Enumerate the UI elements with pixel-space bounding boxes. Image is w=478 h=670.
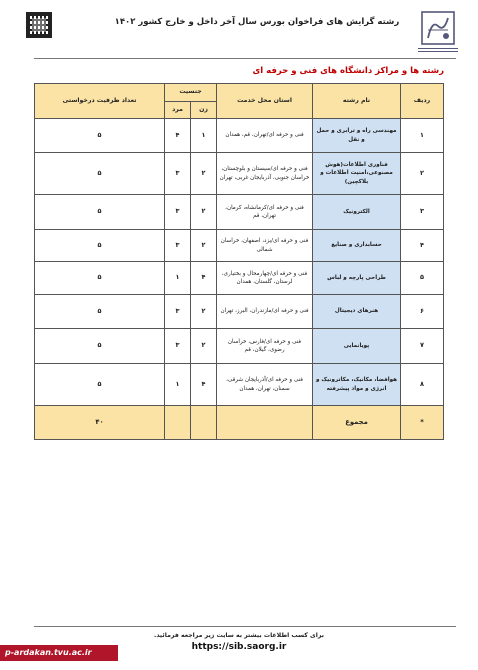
table-row bbox=[35, 295, 444, 329]
cell-province: فنی و حرفه ای/فارس، خراسان رضوی، گیلان، قم bbox=[217, 329, 313, 364]
cell-capacity: ۵ bbox=[35, 119, 165, 153]
cell-female: ۱ bbox=[191, 119, 217, 153]
table-row bbox=[35, 119, 444, 153]
cell-female: ۲ bbox=[191, 295, 217, 329]
cell-row: ۵ bbox=[401, 262, 444, 295]
header-province: استان محل خدمت bbox=[217, 84, 313, 119]
table-row bbox=[35, 195, 444, 230]
cell-male: ۱ bbox=[165, 364, 191, 406]
total-row-marker: * bbox=[401, 406, 444, 440]
logo-caption-lines bbox=[418, 48, 458, 52]
table-row bbox=[35, 329, 444, 364]
cell-province: فنی و حرفه ای/یزد، اصفهان، خراسان شمالی bbox=[217, 230, 313, 262]
majors-table bbox=[34, 83, 444, 440]
cell-major: فناوری اطلاعات(هوش مصنوعی،امنیت اطلاعات و بلاکچین) bbox=[313, 153, 401, 195]
cell-capacity: ۵ bbox=[35, 262, 165, 295]
total-row bbox=[35, 406, 444, 440]
header-row-number: ردیف bbox=[401, 84, 444, 119]
cell-female: ۲ bbox=[191, 153, 217, 195]
table-row bbox=[35, 230, 444, 262]
header-divider bbox=[34, 58, 456, 59]
header-capacity: تعداد ظرفیت درخواستی bbox=[35, 84, 165, 119]
cell-row: ۷ bbox=[401, 329, 444, 364]
cell-major: هوافضا، مکانیک، مکاترونیک و انرژی و مواد پیشرفته bbox=[313, 364, 401, 406]
header-gender: جنسیت bbox=[165, 84, 217, 102]
total-female-empty bbox=[191, 406, 217, 440]
cell-capacity: ۵ bbox=[35, 195, 165, 230]
cell-row: ۳ bbox=[401, 195, 444, 230]
cell-capacity: ۵ bbox=[35, 153, 165, 195]
qr-code-icon bbox=[26, 12, 52, 38]
cell-capacity: ۵ bbox=[35, 230, 165, 262]
cell-male: ۳ bbox=[165, 295, 191, 329]
university-logo-icon bbox=[420, 10, 456, 50]
cell-capacity: ۵ bbox=[35, 295, 165, 329]
header-female: زن bbox=[191, 102, 217, 119]
table-row bbox=[35, 153, 444, 195]
total-label: مجموع bbox=[313, 406, 401, 440]
cell-province: فنی و حرفه ای/مازندران، البرز، تهران bbox=[217, 295, 313, 329]
total-male-empty bbox=[165, 406, 191, 440]
cell-capacity: ۵ bbox=[35, 364, 165, 406]
cell-row: ۲ bbox=[401, 153, 444, 195]
cell-row: ۸ bbox=[401, 364, 444, 406]
cell-major: هنرهای دیجیتال bbox=[313, 295, 401, 329]
footer-divider bbox=[34, 626, 456, 627]
cell-female: ۴ bbox=[191, 364, 217, 406]
cell-male: ۳ bbox=[165, 195, 191, 230]
cell-female: ۲ bbox=[191, 329, 217, 364]
cell-province: فنی و حرفه ای/آذربایجان شرقی، سمنان، تهران، همدان bbox=[217, 364, 313, 406]
cell-male: ۴ bbox=[165, 119, 191, 153]
cell-male: ۳ bbox=[165, 153, 191, 195]
cell-male: ۳ bbox=[165, 230, 191, 262]
table-row bbox=[35, 262, 444, 295]
watermark-badge: p-ardakan.tvu.ac.ir bbox=[0, 645, 118, 661]
cell-female: ۲ bbox=[191, 230, 217, 262]
cell-row: ۶ bbox=[401, 295, 444, 329]
total-capacity: ۴۰ bbox=[35, 406, 165, 440]
cell-row: ۱ bbox=[401, 119, 444, 153]
cell-major: پویانمایی bbox=[313, 329, 401, 364]
header-male: مرد bbox=[165, 102, 191, 119]
footer-note: برای کسب اطلاعات بیشتر به سایت زیر مراجعه فرمائید. bbox=[153, 632, 324, 639]
footer-link[interactable]: https://sib.saorg.ir bbox=[191, 642, 287, 652]
cell-province: فنی و حرفه ای/سیستان و بلوچستان، خراسان جنوبی، آذربایجان غربی، تهران bbox=[217, 153, 313, 195]
cell-major: مهندسی راه و ترابری و حمل و نقل bbox=[313, 119, 401, 153]
table-row bbox=[35, 364, 444, 406]
cell-province: فنی و حرفه ای/چهارمحال و بختیاری، لرستان، گلستان، همدان bbox=[217, 262, 313, 295]
cell-male: ۱ bbox=[165, 262, 191, 295]
cell-male: ۳ bbox=[165, 329, 191, 364]
cell-major: الکترونیک bbox=[313, 195, 401, 230]
cell-major: طراحی پارچه و لباس bbox=[313, 262, 401, 295]
cell-major: حسابداری و صنایع bbox=[313, 230, 401, 262]
cell-female: ۴ bbox=[191, 262, 217, 295]
header-major: نام رشته bbox=[313, 84, 401, 119]
cell-province: فنی و حرفه ای/تهران، قم، همدان bbox=[217, 119, 313, 153]
total-province-empty bbox=[217, 406, 313, 440]
section-title: رشته ها و مراکز دانشگاه های فنی و حرفه ای bbox=[252, 66, 444, 76]
cell-row: ۴ bbox=[401, 230, 444, 262]
cell-capacity: ۵ bbox=[35, 329, 165, 364]
cell-province: فنی و حرفه ای/کرمانشاه، کرمان، تهران، قم bbox=[217, 195, 313, 230]
page-title: رشته گرایش های فراخوان بورس سال آخر داخل و خارج کشور ۱۴۰۲ bbox=[114, 17, 400, 27]
cell-female: ۲ bbox=[191, 195, 217, 230]
